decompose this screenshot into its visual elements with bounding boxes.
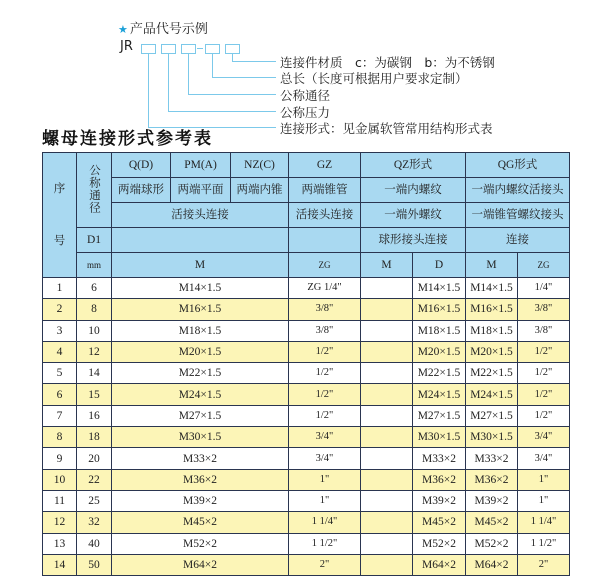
- table-cell: 1 1/4": [289, 512, 361, 533]
- table-cell: M16×1.5: [413, 299, 466, 320]
- header-cell: [289, 228, 361, 253]
- table-cell: 11: [43, 490, 77, 511]
- table-cell: [361, 469, 413, 490]
- table-cell: 1/2": [518, 363, 570, 384]
- table-title: 螺母连接形式参考表: [42, 129, 213, 149]
- table-cell: 3/4": [518, 448, 570, 469]
- table-cell: 9: [43, 448, 77, 469]
- header-cell: 一端锥管螺纹接头: [466, 203, 570, 228]
- code-box: [205, 44, 220, 54]
- table-cell: 14: [43, 554, 77, 575]
- table-cell: 32: [77, 512, 112, 533]
- table-cell: 4: [43, 341, 77, 362]
- table-cell: M14×1.5: [112, 278, 289, 299]
- table-cell: 12: [77, 341, 112, 362]
- table-cell: M14×1.5: [413, 278, 466, 299]
- table-cell: M16×1.5: [112, 299, 289, 320]
- table-cell: 10: [43, 469, 77, 490]
- table-row: [43, 448, 570, 469]
- table-row: [43, 384, 570, 405]
- table-row: [43, 278, 570, 299]
- table-cell: 2: [43, 299, 77, 320]
- seq-char: 号: [53, 235, 66, 247]
- table-cell: 3/8": [289, 320, 361, 341]
- table-cell: M45×2: [466, 512, 518, 533]
- table-row: [43, 320, 570, 341]
- unit-header: mm: [77, 253, 112, 278]
- code-box: [181, 44, 196, 54]
- seq-char: 序: [53, 183, 66, 195]
- table-cell: 20: [77, 448, 112, 469]
- connector-line: [148, 54, 149, 127]
- connector-line: [232, 61, 276, 62]
- table-cell: 3/4": [518, 427, 570, 448]
- table-cell: 1/2": [289, 384, 361, 405]
- table-cell: 2": [289, 554, 361, 575]
- header-cell: D: [413, 253, 466, 278]
- header-cell: 两端锥管: [289, 178, 361, 203]
- code-box: [161, 44, 176, 54]
- table-cell: 1/2": [289, 363, 361, 384]
- d1-header: D1: [77, 228, 112, 253]
- table-cell: 15: [77, 384, 112, 405]
- table-cell: M36×2: [466, 469, 518, 490]
- table-cell: 7: [43, 405, 77, 426]
- table-cell: M64×2: [112, 554, 289, 575]
- header-cell: 一端外螺纹: [361, 203, 466, 228]
- table-row: [43, 533, 570, 554]
- connector-line: [232, 54, 233, 61]
- header-cell: ZG: [518, 253, 570, 278]
- table-cell: 8: [77, 299, 112, 320]
- label-connection: 连接形式：见金属软管常用结构形式表: [280, 121, 493, 136]
- table-cell: M39×2: [466, 490, 518, 511]
- connector-line: [212, 77, 276, 78]
- table-cell: 6: [77, 278, 112, 299]
- table-cell: M27×1.5: [466, 405, 518, 426]
- table-cell: [361, 341, 413, 362]
- table-cell: [361, 490, 413, 511]
- table-cell: M22×1.5: [413, 363, 466, 384]
- nut-connection-table: [42, 152, 570, 576]
- table-cell: 1 1/2": [289, 533, 361, 554]
- header-cell: 两端平面: [171, 178, 231, 203]
- header-cell: 两端球形: [112, 178, 171, 203]
- table-cell: M52×2: [413, 533, 466, 554]
- table-cell: 25: [77, 490, 112, 511]
- connector-line: [188, 54, 189, 94]
- table-cell: M20×1.5: [413, 341, 466, 362]
- header-cell: ZG: [289, 253, 361, 278]
- table-cell: [361, 554, 413, 575]
- table-cell: M30×1.5: [466, 427, 518, 448]
- col-gz: GZ: [289, 153, 361, 178]
- table-cell: ZG 1/4": [289, 278, 361, 299]
- header-cell: 球形接头连接: [361, 228, 466, 253]
- table-cell: M22×1.5: [112, 363, 289, 384]
- code-box: [225, 44, 240, 54]
- table-cell: M33×2: [466, 448, 518, 469]
- table-cell: 3/8": [518, 299, 570, 320]
- table-cell: M52×2: [112, 533, 289, 554]
- table-cell: M24×1.5: [413, 384, 466, 405]
- connector-line: [168, 54, 169, 111]
- table-cell: 1/2": [289, 341, 361, 362]
- table-cell: [361, 363, 413, 384]
- table-row: [43, 363, 570, 384]
- table-cell: [361, 278, 413, 299]
- table-cell: 3: [43, 320, 77, 341]
- header-cell: 一端内螺纹活接头: [466, 178, 570, 203]
- table-row: [43, 405, 570, 426]
- table-row: [43, 469, 570, 490]
- table-cell: M64×2: [413, 554, 466, 575]
- table-cell: M14×1.5: [466, 278, 518, 299]
- table-cell: M30×1.5: [413, 427, 466, 448]
- dn-text: 公称通径: [88, 163, 100, 214]
- table-cell: 1 1/4": [518, 512, 570, 533]
- table-cell: 50: [77, 554, 112, 575]
- table-cell: M22×1.5: [466, 363, 518, 384]
- table-cell: M16×1.5: [466, 299, 518, 320]
- header-cell: M: [466, 253, 518, 278]
- table-cell: M64×2: [466, 554, 518, 575]
- table-cell: M18×1.5: [413, 320, 466, 341]
- table-cell: 6: [43, 384, 77, 405]
- table-cell: 18: [77, 427, 112, 448]
- table-cell: 2": [518, 554, 570, 575]
- header-cell: 连接: [466, 228, 570, 253]
- table-cell: 1/2": [518, 384, 570, 405]
- table-cell: M36×2: [112, 469, 289, 490]
- col-qd: Q(D): [112, 153, 171, 178]
- table-cell: 1 1/2": [518, 533, 570, 554]
- table-cell: M45×2: [413, 512, 466, 533]
- header-cell: M: [112, 253, 289, 278]
- dash: [197, 48, 203, 49]
- header-cell: 活接头连接: [289, 203, 361, 228]
- table-cell: 10: [77, 320, 112, 341]
- connector-line: [168, 111, 276, 112]
- table-cell: M18×1.5: [112, 320, 289, 341]
- header-cell: [112, 228, 289, 253]
- table-cell: 3/8": [289, 299, 361, 320]
- col-pma: PM(A): [171, 153, 231, 178]
- table-cell: 16: [77, 405, 112, 426]
- table-row: [43, 554, 570, 575]
- table-cell: M39×2: [413, 490, 466, 511]
- table-cell: 1": [289, 469, 361, 490]
- dn-header: [77, 153, 112, 228]
- table-cell: M20×1.5: [112, 341, 289, 362]
- table-cell: M27×1.5: [112, 405, 289, 426]
- table-cell: 13: [43, 533, 77, 554]
- table-cell: 40: [77, 533, 112, 554]
- table-cell: 22: [77, 469, 112, 490]
- table-cell: 3/8": [518, 320, 570, 341]
- header-cell: 一端内螺纹: [361, 178, 466, 203]
- header-cell: M: [361, 253, 413, 278]
- label-length: 总长（长度可根据用户要求定制）: [280, 71, 468, 86]
- table-cell: [361, 448, 413, 469]
- table-cell: 1": [518, 469, 570, 490]
- table-cell: M24×1.5: [112, 384, 289, 405]
- table-row: [43, 490, 570, 511]
- table-cell: 8: [43, 427, 77, 448]
- table-cell: 1": [289, 490, 361, 511]
- table-cell: [361, 320, 413, 341]
- table-cell: 1/4": [518, 278, 570, 299]
- table-cell: [361, 427, 413, 448]
- table-cell: 1/2": [289, 405, 361, 426]
- table-cell: M27×1.5: [413, 405, 466, 426]
- table-cell: M33×2: [413, 448, 466, 469]
- table-cell: [361, 384, 413, 405]
- table-cell: [361, 512, 413, 533]
- table-cell: M52×2: [466, 533, 518, 554]
- col-qg: QG形式: [466, 153, 570, 178]
- connector-line: [188, 94, 276, 95]
- table-cell: 5: [43, 363, 77, 384]
- table-cell: M36×2: [413, 469, 466, 490]
- seq-header: [43, 153, 77, 278]
- header-cell: 两端内锥: [231, 178, 289, 203]
- table-cell: 14: [77, 363, 112, 384]
- table-cell: 1/2": [518, 341, 570, 362]
- connector-line: [212, 54, 213, 77]
- table-cell: [361, 299, 413, 320]
- col-qz: QZ形式: [361, 153, 466, 178]
- table-row: [43, 512, 570, 533]
- table-cell: M24×1.5: [466, 384, 518, 405]
- table-cell: M45×2: [112, 512, 289, 533]
- table-cell: M20×1.5: [466, 341, 518, 362]
- header-cell: 活接头连接: [112, 203, 289, 228]
- table-cell: 1/2": [518, 405, 570, 426]
- code-box: [141, 44, 156, 54]
- table-row: [43, 299, 570, 320]
- label-pressure: 公称压力: [280, 105, 331, 120]
- table-cell: M33×2: [112, 448, 289, 469]
- table-cell: [361, 533, 413, 554]
- table-cell: 12: [43, 512, 77, 533]
- code-example-title: [118, 18, 208, 37]
- table-cell: 1": [518, 490, 570, 511]
- col-nzc: NZ(C): [231, 153, 289, 178]
- label-diameter: 公称通径: [280, 88, 331, 103]
- table-cell: [361, 405, 413, 426]
- title-text: 产品代号示例: [129, 22, 208, 37]
- label-material: 连接件材质 c：为碳钢 b：为不锈钢: [280, 55, 495, 70]
- table-row: [43, 341, 570, 362]
- table-row: [43, 427, 570, 448]
- table-cell: 3/4": [289, 448, 361, 469]
- star-icon: ★: [118, 23, 128, 36]
- table-cell: 1: [43, 278, 77, 299]
- table-cell: M30×1.5: [112, 427, 289, 448]
- table-cell: M39×2: [112, 490, 289, 511]
- code-prefix: JR: [120, 39, 133, 54]
- table-cell: 3/4": [289, 427, 361, 448]
- table-cell: M18×1.5: [466, 320, 518, 341]
